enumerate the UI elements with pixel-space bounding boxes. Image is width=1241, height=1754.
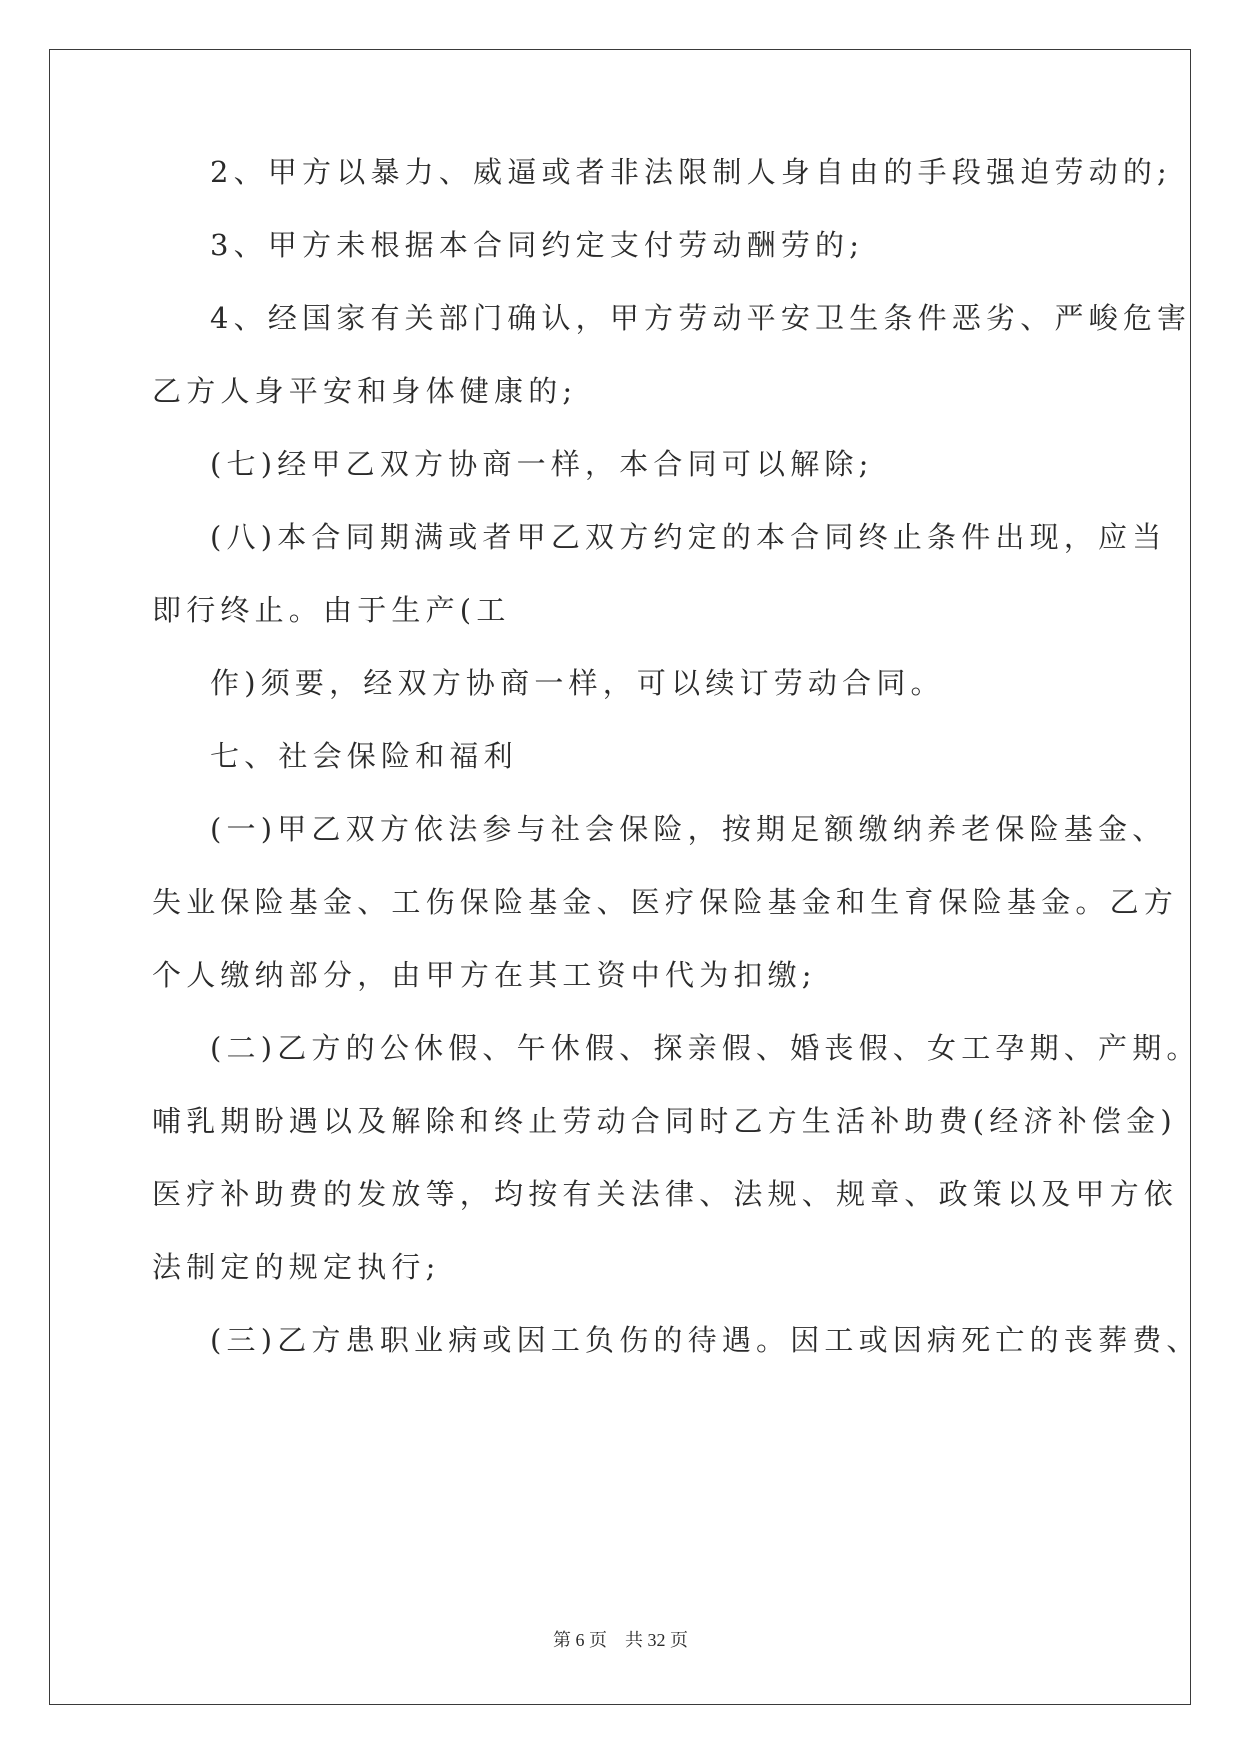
paragraph-line: 失业保险基金、工伤保险基金、医疗保险基金和生育保险基金。乙方 (152, 885, 1179, 919)
paragraph-line: 哺乳期盼遇以及解除和终止劳动合同时乙方生活补助费(经济补偿金) (152, 1104, 1177, 1138)
paragraph-line: (一)甲乙双方依法参与社会保险，按期足额缴纳养老保险基金、 (210, 812, 1167, 846)
paragraph-line: 乙方人身平安和身体健康的; (152, 374, 578, 408)
section-heading: 七、社会保险和福利 (210, 739, 518, 773)
paragraph-line: 4、经国家有关部门确认，甲方劳动平安卫生条件恶劣、严峻危害 (210, 301, 1192, 335)
paragraph-line: 3、甲方未根据本合同约定支付劳动酬劳的; (210, 228, 865, 262)
paragraph-line: (八)本合同期满或者甲乙双方约定的本合同终止条件出现，应当 (210, 520, 1167, 554)
paragraph-line: 法制定的规定执行; (152, 1250, 441, 1284)
paragraph-line: (三)乙方患职业病或因工负伤的待遇。因工或因病死亡的丧葬费、 (210, 1323, 1201, 1357)
paragraph-line: (七)经甲乙双方协商一样，本合同可以解除; (210, 447, 874, 481)
page-total: 共 32 页 (625, 1630, 688, 1650)
paragraph-line: (二)乙方的公休假、午休假、探亲假、婚丧假、女工孕期、产期。 (210, 1031, 1201, 1065)
paragraph-line: 作)须要，经双方协商一样，可以续订劳动合同。 (210, 666, 945, 700)
paragraph-line: 医疗补助费的发放等，均按有关法律、法规、规章、政策以及甲方依 (152, 1177, 1179, 1211)
page-footer (0, 1626, 1241, 1652)
paragraph-line: 2、甲方以暴力、威逼或者非法限制人身自由的手段强迫劳动的; (210, 155, 1173, 189)
paragraph-line: 个人缴纳部分，由甲方在其工资中代为扣缴; (152, 958, 817, 992)
paragraph-line: 即行终止。由于生产(工 (152, 593, 511, 627)
page-number: 第 6 页 (553, 1630, 607, 1650)
